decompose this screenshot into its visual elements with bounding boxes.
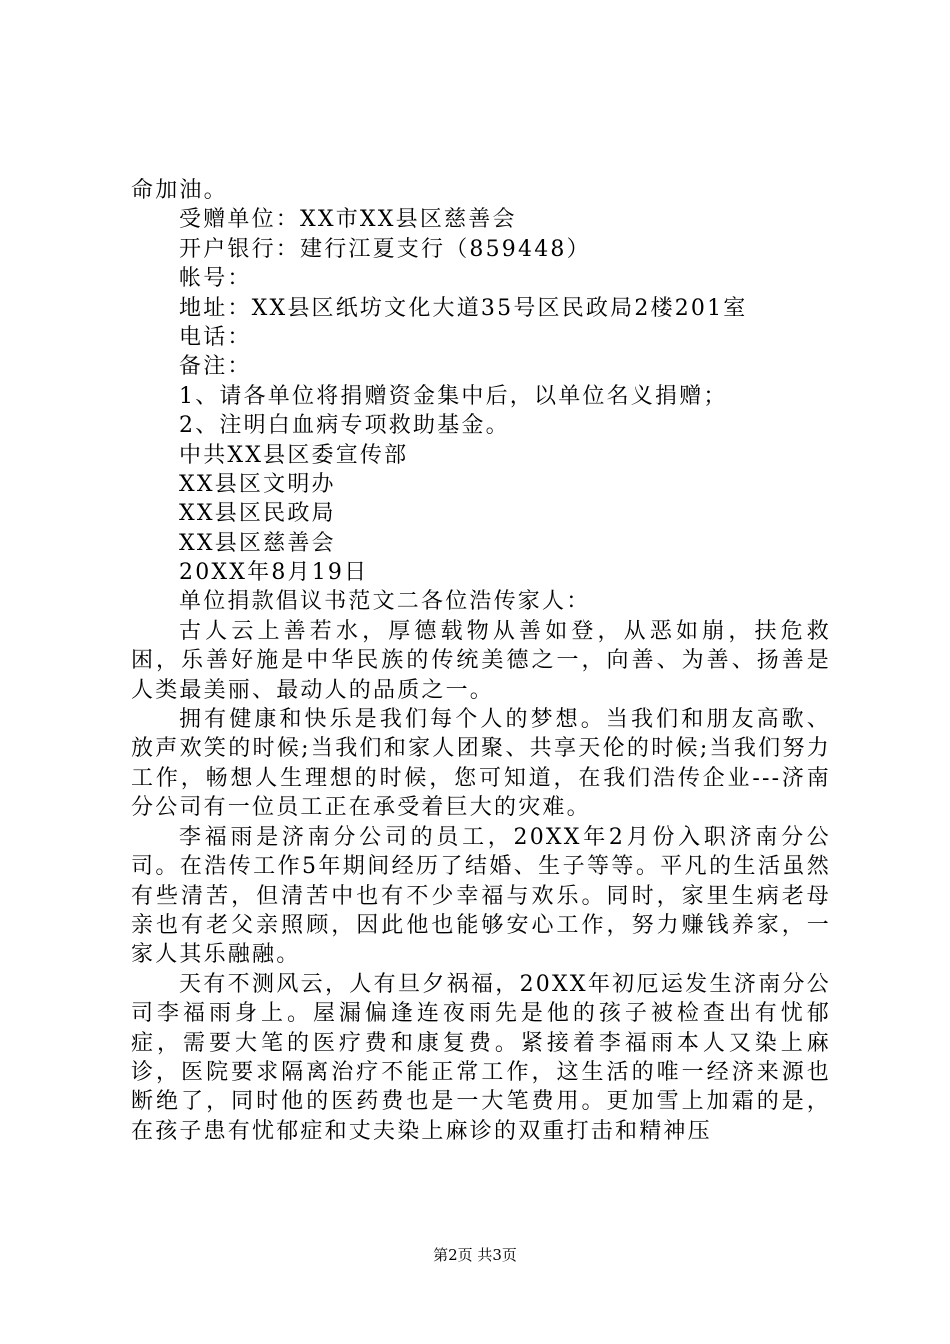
text-line-phone: 电话：	[179, 324, 252, 350]
section-heading: 单位捐款倡议书范文二各位浩传家人：	[179, 589, 591, 615]
text-line-address: 地址：XX县区纸坊文化大道35号区民政局2楼201室	[179, 295, 748, 321]
paragraph: 古人云上善若水，厚德载物从善如登，从恶如崩，扶危救困，乐善好施是中华民族的传统美德之一，向善、为善、扬善是人类最美丽、最动人的品质之一。	[131, 618, 831, 703]
text-line-bank: 开户银行：建行江夏支行（859448）	[179, 236, 591, 262]
paragraph: 天有不测风云，人有旦夕祸福，20XX年初厄运发生济南分公司李福雨身上。屋漏偏逢连夜雨先是他的孩子被检查出有忧郁症，需要大笔的医疗费和康复费。紧接着李福雨本人又染上麻诊，医院要求隔离治疗不能正常工作，这生活的唯一经济来源也断绝了，同时他的医药费也是一大笔费用。更加雪上加霜的是，在孩子患有忧郁症和丈夫染上麻诊的双重打击和精神压	[131, 971, 831, 1144]
text-line-recipient: 受赠单位：XX市XX县区慈善会	[179, 207, 517, 233]
text-line-remark-1: 1、请各单位将捐赠资金集中后，以单位名义捐赠；	[179, 383, 728, 409]
text-line: 命加油。	[131, 178, 228, 203]
document-body	[131, 176, 831, 1146]
paragraph: 李福雨是济南分公司的员工，20XX年2月份入职济南分公司。在浩传工作5年期间经历了结婚、生子等等。平凡的生活虽然有些清苦，但清苦中也有不少幸福与欢乐。同时，家里生病老母亲也有老父亲照顾，因此他也能够安心工作，努力赚钱养家，一家人其乐融融。	[131, 824, 831, 968]
paragraph: 拥有健康和快乐是我们每个人的梦想。当我们和朋友高歌、放声欢笑的时候;当我们和家人团聚、共享天伦的时候;当我们努力工作，畅想人生理想的时候，您可知道，在我们浩传企业---济南分公司有一位员工正在承受着巨大的灾难。	[131, 707, 831, 821]
date-line: 20XX年8月19日	[179, 560, 369, 586]
text-line-account: 帐号：	[179, 266, 252, 292]
text-line-remarks: 备注：	[179, 354, 252, 380]
signatory-line: XX县区民政局	[179, 501, 336, 527]
signatory-line: XX县区慈善会	[179, 530, 336, 556]
page-footer: 第2页 共3页	[433, 1246, 517, 1264]
signatory-line: 中共XX县区委宣传部	[179, 442, 409, 468]
signatory-line: XX县区文明办	[179, 471, 336, 497]
text-line-remark-2: 2、注明白血病专项救助基金。	[179, 413, 510, 439]
